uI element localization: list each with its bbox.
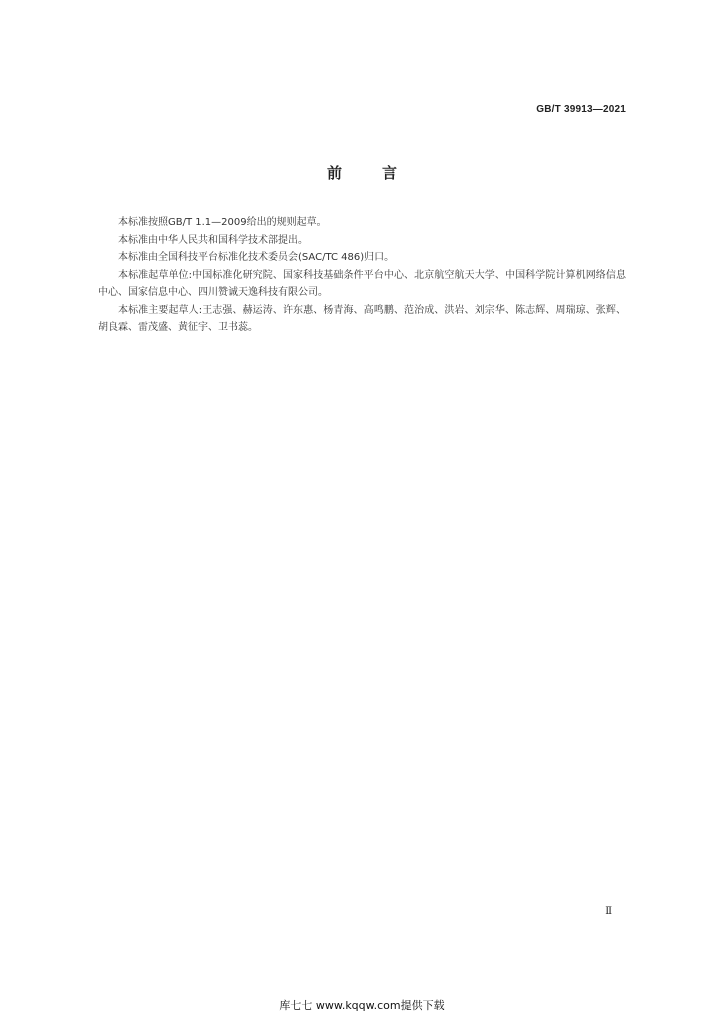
paragraph-drafting-rules: 本标准按照GB/T 1.1—2009给出的规则起草。 <box>118 217 327 228</box>
paragraph-proposed-by: 本标准由中华人民共和国科学技术部提出。 <box>118 234 308 246</box>
foreword-body <box>98 214 626 337</box>
standard-code-header: GB/T 39913—2021 <box>536 104 626 115</box>
page-title: 前言 <box>326 164 437 182</box>
paragraph-drafting-units: 本标准起草单位:中国标准化研究院、国家科技基础条件平台中心、北京航空航天大学、中国科学院计算机网络信息中心、国家信息中心、四川赞诚天逸科技有限公司。 <box>98 269 626 298</box>
paragraph-committee: 本标准由全国科技平台标准化技术委员会(SAC/TC 486)归口。 <box>118 252 395 263</box>
paragraph-drafters: 本标准主要起草人:王志强、赫运涛、许东惠、杨青海、高鸣鹏、范治成、洪岩、刘宗华、陈志辉、周瑞琼、张辉、胡良霖、雷茂盛、黄征宇、卫书蕊。 <box>98 304 626 333</box>
page-number: Ⅱ <box>605 906 612 917</box>
footer-watermark: 库七七 www.kqqw.com提供下载 <box>279 999 445 1012</box>
